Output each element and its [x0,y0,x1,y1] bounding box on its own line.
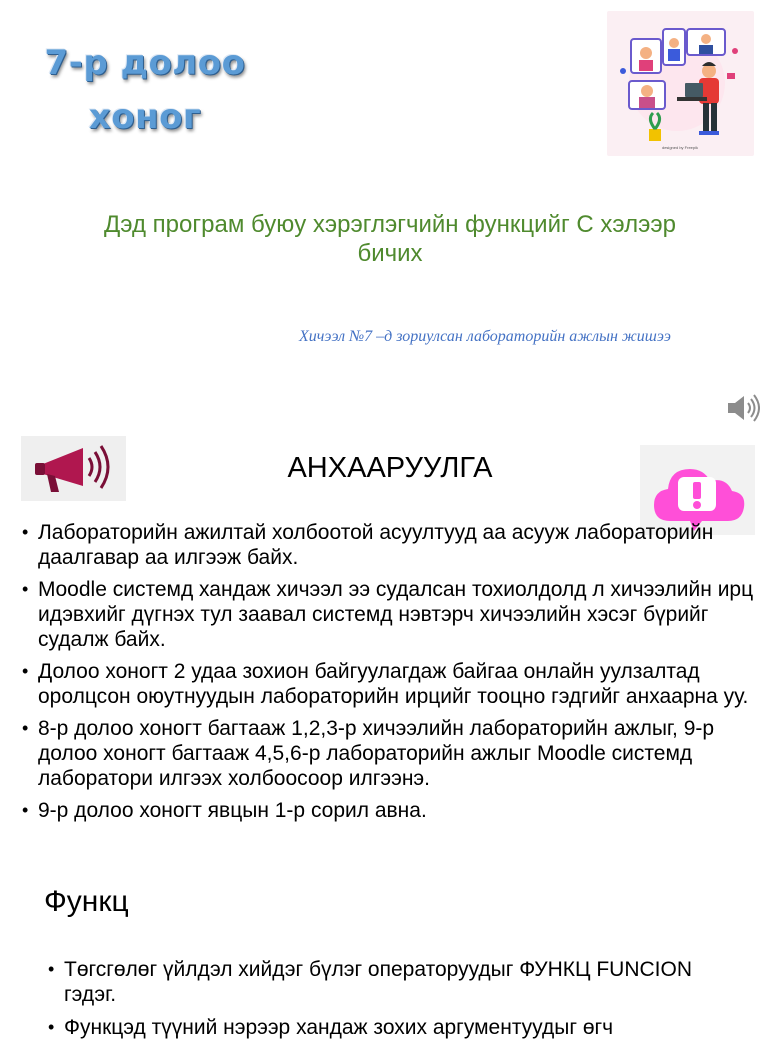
lab-note: Хичээл №7 –д зориулсан лабораторийн ажлын жишээ [299,328,671,345]
list-item: • Функцэд түүний нэрээр хандаж зохих аргументуудыг өгч [48,1015,748,1040]
list-item: • 9-р долоо хоногт явцын 1-р сорил авна. [22,798,757,823]
video-call-illustration-icon [607,11,754,156]
speaker-icon[interactable] [726,392,760,424]
warning-bullet-list [22,520,757,830]
week-title-line1: 7-р долоо [44,43,246,83]
warning-heading: АНХААРУУЛГА [287,452,493,484]
function-heading: Функц [44,885,129,918]
list-item: • Төгсгөлөг үйлдэл хийдэг бүлэг операторуудыг ФУНКЦ FUNCION гэдэг. [48,957,748,1007]
megaphone-image [21,436,126,501]
list-item: • Moodle системд хандаж хичээл ээ судалсан тохиолдолд л хичээлийн ирц идэвхийг дүгнэх тул заавал системд нэвтэрч хичээлийн хэсэг бүрийг судалж байх. [22,577,757,652]
list-item: • 8-р долоо хоногт багтааж 1,2,3-р хичээлийн лабораторийн ажлыг, 9-р долоо хоногт багтааж 4,5,6-р лабораторийн ажлыг Moodle системд лаборатори илгээх холбоосоор илгээнэ. [22,716,757,791]
illustration-credit: designed by Freepik [661,145,699,150]
week-title [40,36,250,144]
slide-subtitle: Дэд програм буюу хэрэглэгчийн функцийг С хэлээр бичих [104,211,676,267]
list-item: • Лабораторийн ажилтай холбоотой асуултууд аа асууж лабораторийн даалгавар аа илгээж байх. [22,520,757,570]
megaphone-icon [21,436,126,501]
function-bullet-list [48,957,748,1048]
online-meeting-illustration [607,11,754,156]
list-item: • Долоо хоногт 2 удаа зохион байгуулагдаж байгаа онлайн уулзалтад оролцсон оюутнуудын лабораторийн ирцийг тооцно гэдгийг анхаарна уу. [22,659,757,709]
week-title-line2: хоног [88,97,202,137]
